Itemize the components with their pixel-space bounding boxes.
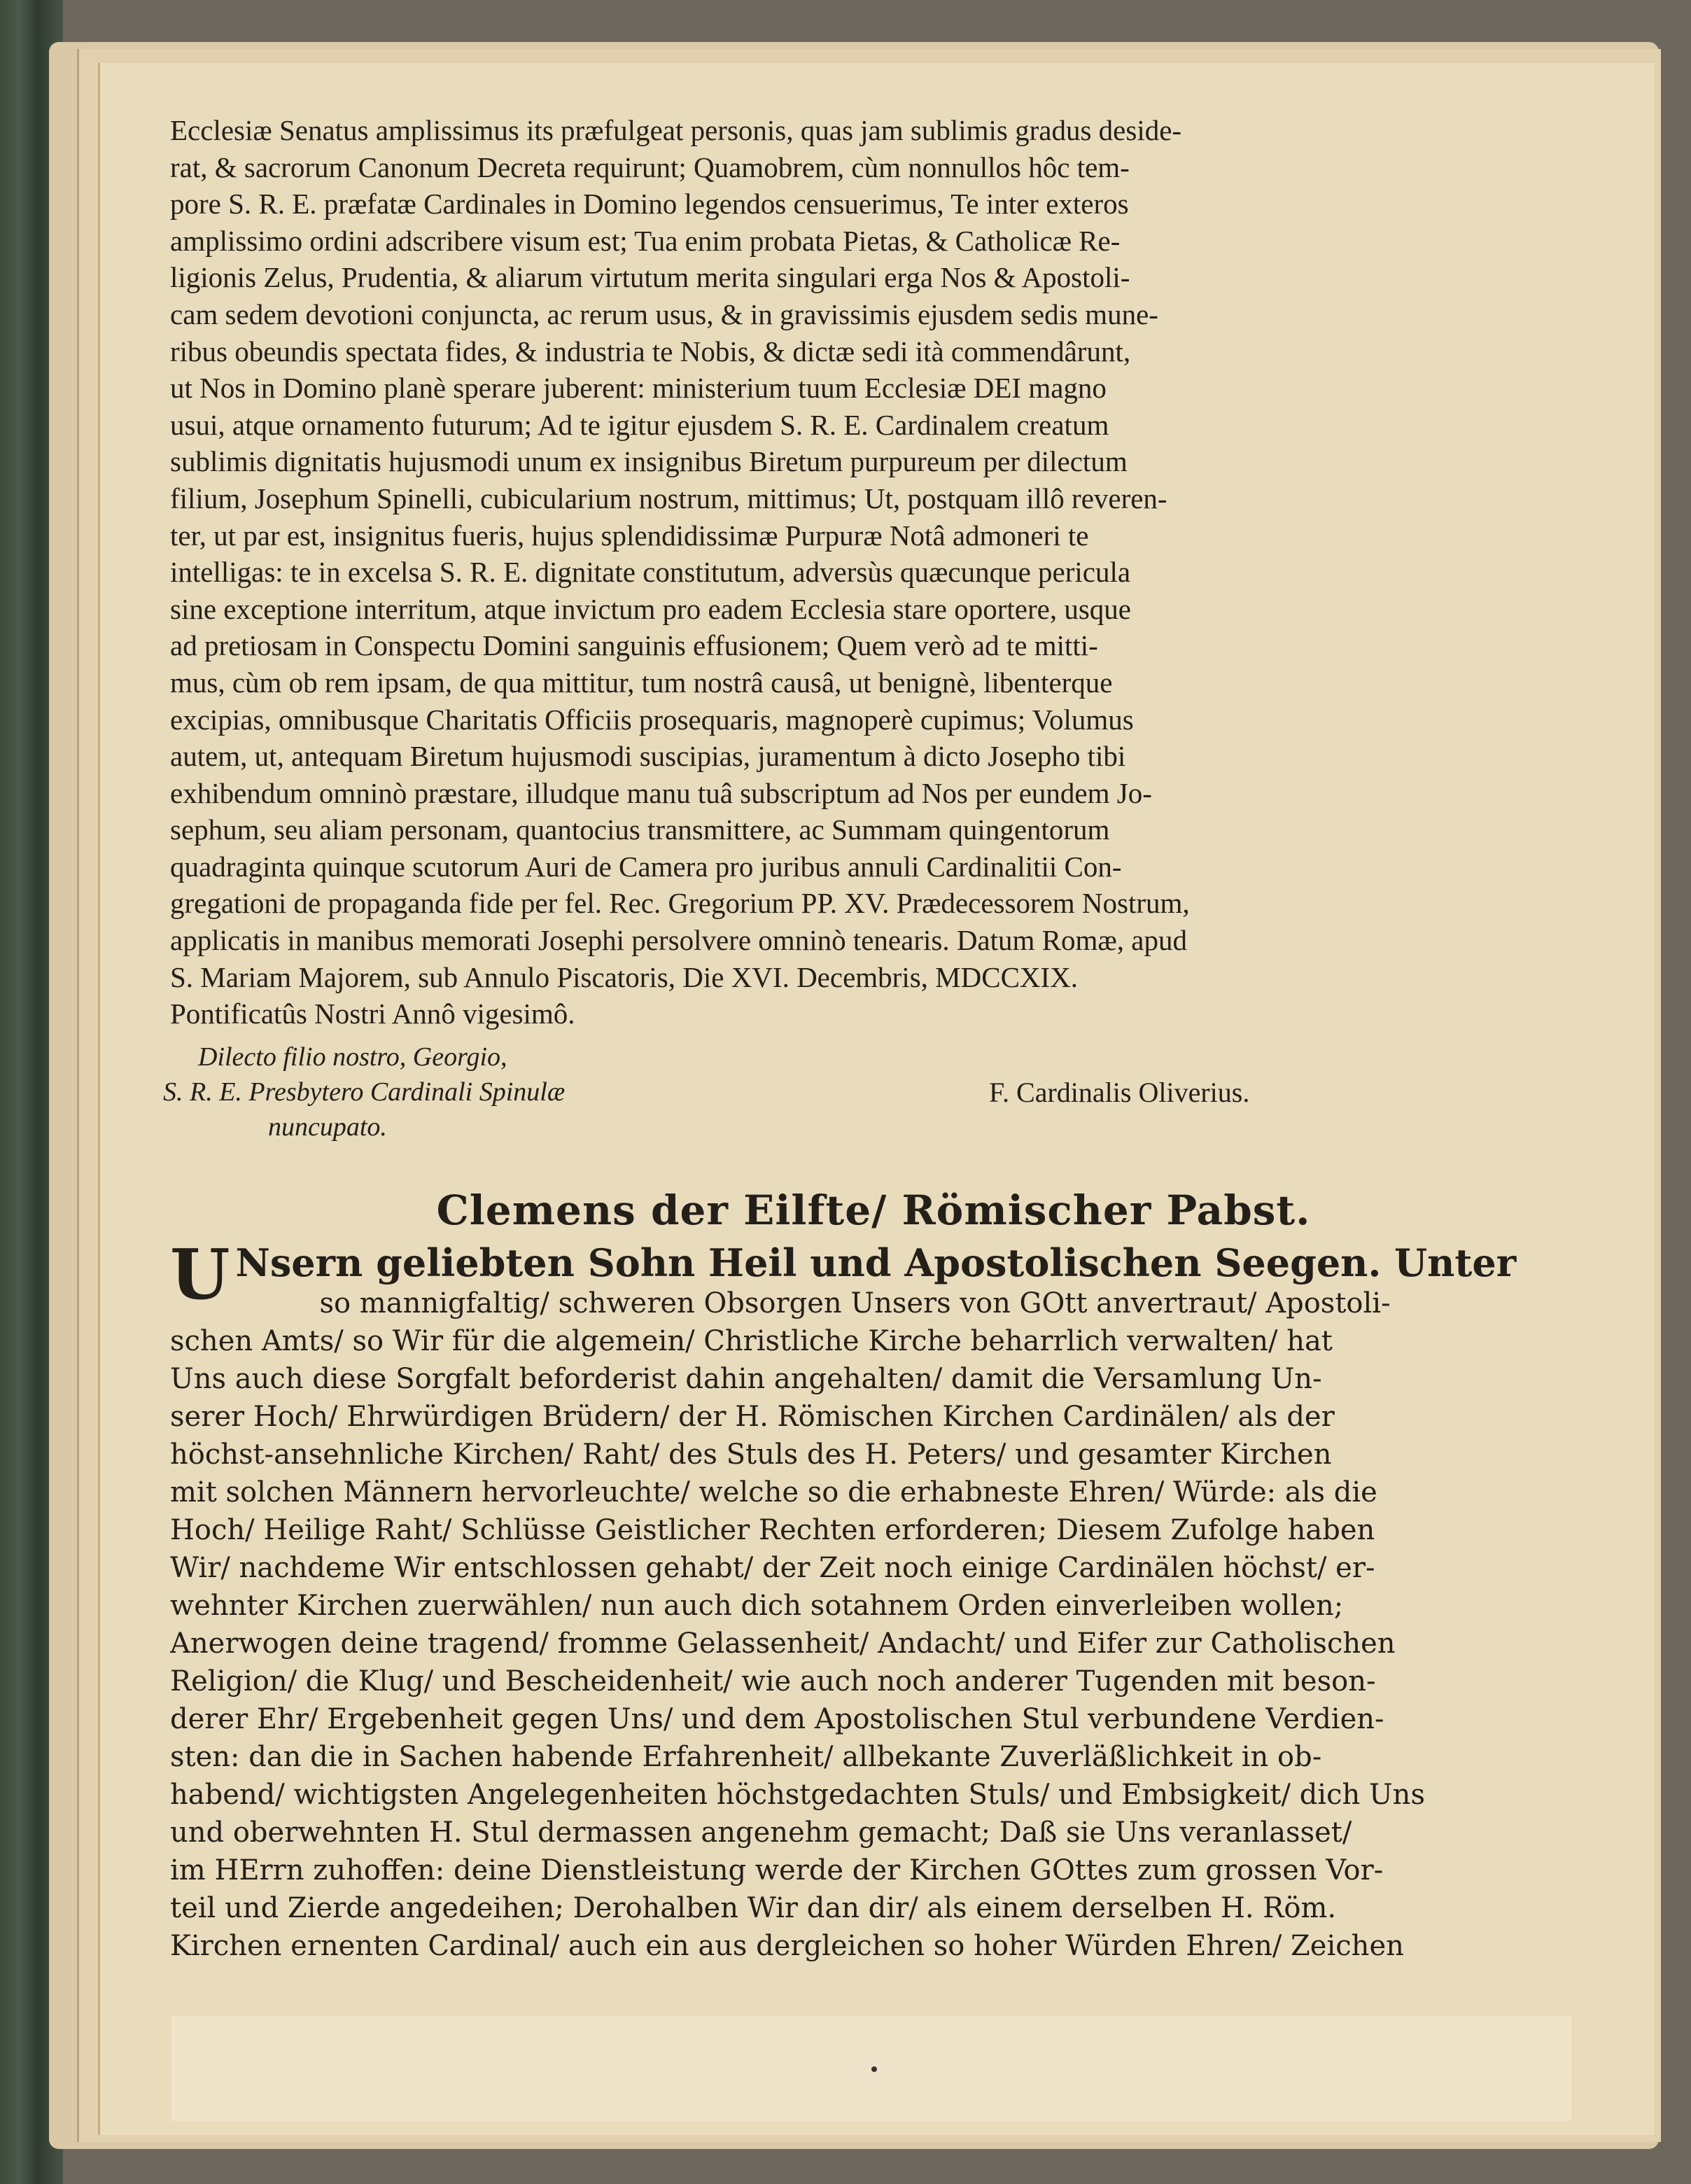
german-lines (170, 1284, 1577, 1965)
latin-line: excipias, omnibusque Charitatis Officiis prosequaris, magnoperè cupimus; Volumus (170, 703, 1134, 736)
german-heading: Clemens der Eilfte/ Römischer Pabst. (436, 1186, 1311, 1234)
latin-line: applicatis in manibus memorati Josephi persolvere omninò tenearis. Datum Romæ, apud (170, 924, 1187, 957)
latin-line: intelligas: te in excelsa S. R. E. dignitate constitutum, adversùs quæcunque pericula (170, 556, 1131, 589)
german-line: Kirchen ernenten Cardinal/ auch ein aus dergleichen so hoher Würden Ehren/ Zeichen (170, 1929, 1404, 1962)
german-line: schen Amts/ so Wir für die algemein/ Christliche Kirche beharrlich verwalten/ hat (170, 1324, 1333, 1357)
addressee-line: S. R. E. Presbytero Cardinali Spinulæ (163, 1077, 566, 1107)
drop-initial: U (170, 1234, 230, 1315)
german-line: sten: dan die in Sachen habende Erfahrenheit/ allbekante Zuverläßlichkeit in ob- (170, 1740, 1322, 1773)
print-area (163, 112, 1577, 1965)
ink-dot (871, 2066, 877, 2072)
latin-line: ut Nos in Domino planè sperare juberent: ministerium tuum Ecclesiæ DEI magno (170, 372, 1107, 405)
german-line: teil und Zierde angedeihen; Derohalben Wir dan dir/ als einem derselben H. Röm. (170, 1891, 1337, 1924)
addressee (163, 1040, 566, 1144)
latin-line: sephum, seu aliam personam, quantocius transmittere, ac Summam quingentorum (170, 813, 1110, 846)
german-line: im HErrn zuhoffen: deine Dienstleistung werde der Kirchen GOttes zum grossen Vor- (170, 1854, 1384, 1886)
latin-line: Pontificatûs Nostri Annô vigesimô. (170, 997, 575, 1030)
latin-line: ligionis Zelus, Prudentia, & aliarum virtutum merita singulari erga Nos & Apostoli- (170, 261, 1130, 294)
latin-line: pore S. R. E. præfatæ Cardinales in Domino legendos censuerimus, Te inter exteros (170, 188, 1129, 220)
latin-line: filium, Josephum Spinelli, cubicularium nostrum, mittimus; Ut, postquam illô reveren- (170, 482, 1167, 514)
german-line: Religion/ die Klug/ und Bescheidenheit/ wie auch noch anderer Tugenden mit beson- (170, 1665, 1376, 1698)
german-line: mit solchen Männern hervorleuchte/ welche so die erhabneste Ehren/ Würde: als die (170, 1476, 1377, 1508)
german-line: derer Ehr/ Ergebenheit gegen Uns/ und dem Apostolischen Stul verbundene Verdien- (170, 1702, 1384, 1735)
latin-line: ad pretiosam in Conspectu Domini sanguinis effusionem; Quem verò ad te mitti- (170, 629, 1098, 662)
german-line: Wir/ nachdeme Wir entschlossen gehabt/ der Zeit noch einige Cardinälen höchst/ er- (170, 1551, 1375, 1584)
inserted-slip (171, 2016, 1571, 2121)
latin-line: exhibendum omninò præstare, illudque manu tuâ subscriptum ad Nos per eundem Jo- (170, 776, 1152, 809)
latin-line: cam sedem devotioni conjuncta, ac rerum usus, & in gravissimis ejusdem sedis mune- (170, 298, 1158, 330)
german-line: so mannigfaltig/ schweren Obsorgen Unsers von GOtt anvertraut/ Apostoli- (319, 1287, 1391, 1320)
latin-text-block (170, 112, 1577, 1032)
german-line: habend/ wichtigsten Angelegenheiten höchstgedachten Stuls/ und Embsigkeit/ dich Uns (170, 1778, 1425, 1811)
latin-line: quadraginta quinque scutorum Auri de Camera pro juribus annuli Cardinalitii Con- (170, 850, 1122, 883)
german-line: serer Hoch/ Ehrwürdigen Brüdern/ der H. Römischen Kirchen Cardinälen/ als der (170, 1400, 1335, 1433)
addressee-line: Dilecto filio nostro, Georgio, (198, 1042, 507, 1072)
german-line: Anerwogen deine tragend/ fromme Gelassenheit/ Andacht/ und Eifer zur Catholischen (170, 1627, 1396, 1660)
german-line: Uns auch diese Sorgfalt beforderist dahin angehalten/ damit die Versamlung Un- (170, 1362, 1322, 1395)
latin-line: ribus obeundis spectata fides, & industria te Nobis, & dictæ sedi ità commendârunt, (170, 335, 1131, 368)
latin-line: Ecclesiæ Senatus amplissimus its præfulgeat personis, quas jam sublimis gradus deside- (170, 114, 1182, 146)
german-line: wehnter Kirchen zuerwählen/ nun auch dich sotahnem Orden einverleiben wollen; (170, 1589, 1344, 1622)
latin-line: amplissimo ordini adscribere visum est; Tua enim probata Pietas, & Catholicæ Re- (170, 224, 1121, 257)
latin-line: rat, & sacrorum Canonum Decreta requirunt; Quamobrem, cùm nonnullos hôc tem- (170, 150, 1130, 183)
german-first-line: Nsern geliebten Sohn Heil und Apostolischen Seegen. Unter (235, 1240, 1517, 1284)
german-line: Hoch/ Heilige Raht/ Schlüsse Geistlicher Rechten erforderen; Diesem Zufolge haben (170, 1513, 1375, 1546)
latin-line: usui, atque ornamento futurum; Ad te igitur ejusdem S. R. E. Cardinalem creatum (170, 408, 1109, 441)
latin-line: sine exceptione interritum, atque invictum pro eadem Ecclesia stare oportere, usque (170, 592, 1131, 625)
latin-line: sublimis dignitatis hujusmodi unum ex insignibus Biretum purpureum per dilectum (170, 445, 1128, 478)
signature: F. Cardinalis Oliverius. (989, 1076, 1250, 1108)
signature-block (163, 1040, 1577, 1180)
german-text-block (170, 1234, 1577, 1965)
latin-line: mus, cùm ob rem ipsam, de qua mittitur, tum nostrâ causâ, ut benignè, libenterque (170, 666, 1113, 699)
latin-line: S. Mariam Majorem, sub Annulo Piscatoris, Die XVI. Decembris, MDCCXIX. (170, 960, 1079, 993)
latin-line: autem, ut, antequam Biretum hujusmodi suscipias, juramentum à dicto Josepho tibi (170, 740, 1126, 773)
german-line: höchst-ansehnliche Kirchen/ Raht/ des Stuls des H. Peters/ und gesamter Kirchen (170, 1438, 1332, 1471)
latin-line: gregationi de propaganda fide per fel. Rec. Gregorium PP. XV. Prædecessorem Nostrum, (170, 887, 1190, 920)
document-page (98, 63, 1654, 2135)
latin-line: ter, ut par est, insignitus fueris, hujus splendidissimæ Purpuræ Notâ admoneri te (170, 519, 1089, 552)
addressee-line: nuncupato. (268, 1112, 387, 1142)
german-line: und oberwehnten H. Stul dermassen angenehm gemacht; Daß sie Uns veranlasset/ (170, 1816, 1352, 1849)
